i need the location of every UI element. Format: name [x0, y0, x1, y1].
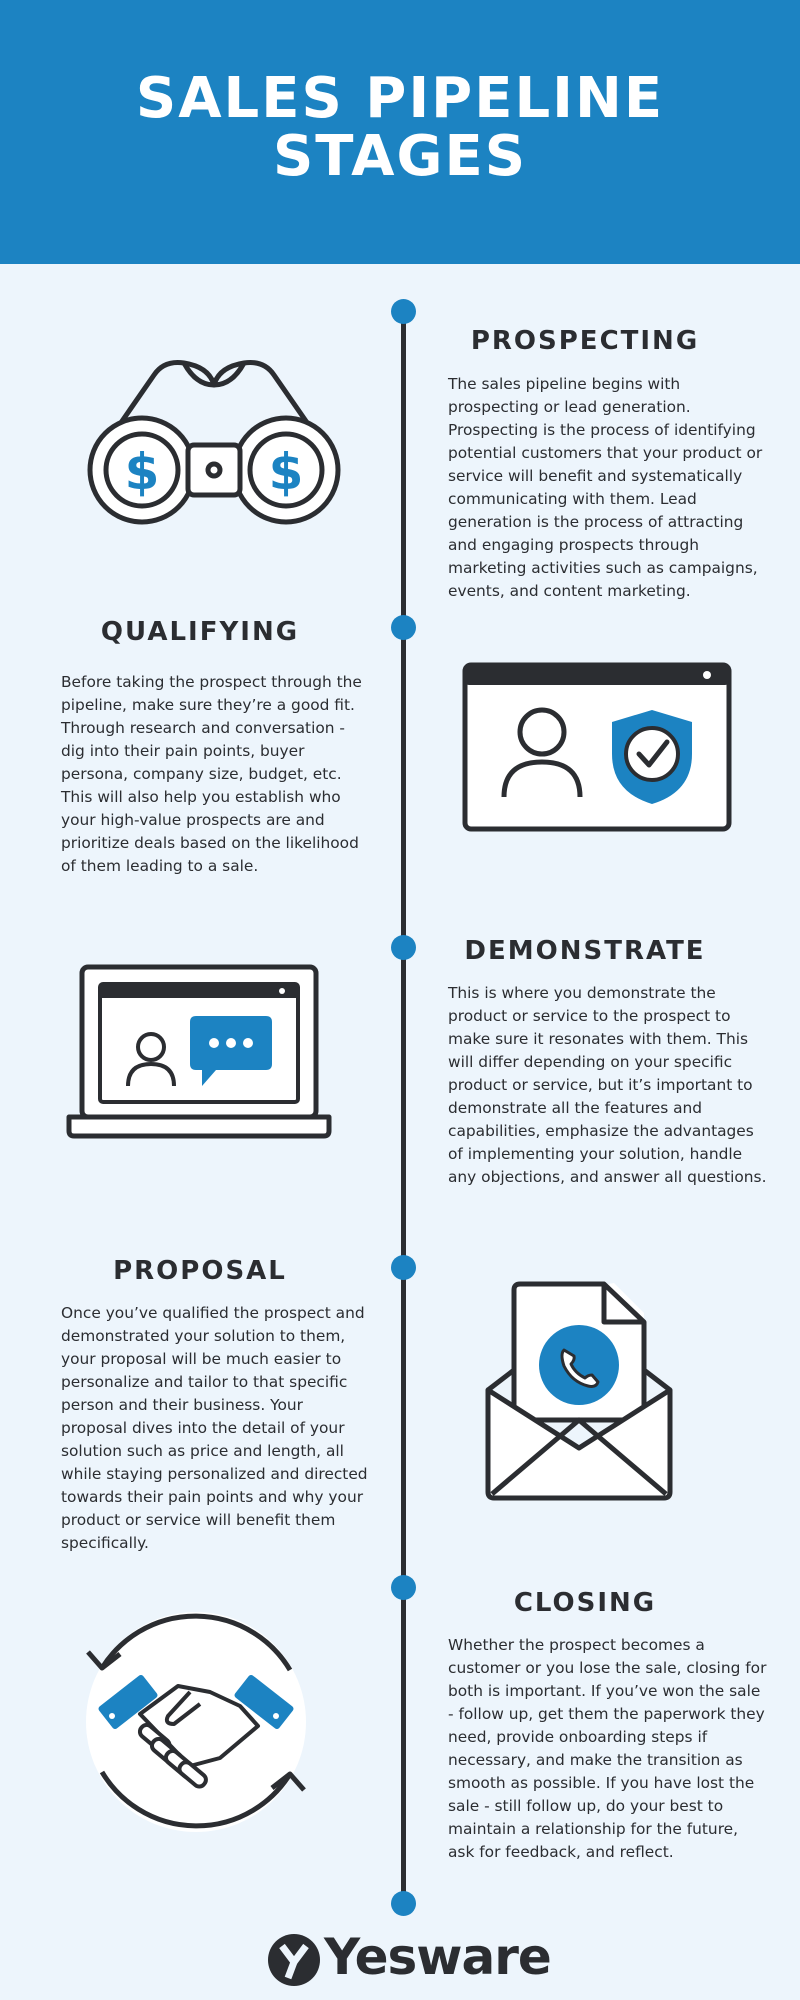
timeline-dot-end	[391, 1891, 416, 1916]
yesware-logo	[268, 1928, 551, 1988]
timeline-dot-demonstrate	[391, 935, 416, 960]
verified-user-window-icon	[462, 662, 732, 832]
timeline-dot-prospecting	[391, 299, 416, 324]
page-title	[0, 66, 800, 189]
svg-text:$: $	[124, 443, 160, 501]
stage-text-prospecting: The sales pipeline begins with prospecting or lead generation. Prospecting is the process of identifying potential customers that your product or service will benefit and systematically communicating with them. Lead generation is the process of attracting and engaging prospects through marketing activities such as campaigns, events, and content marketing.	[448, 375, 763, 600]
page-title-line-2: STAGES	[272, 124, 528, 189]
stage-text-qualifying: Before taking the prospect through the pipeline, make sure they’re a good fit. Through research and conversation - dig into their pain points, buyer persona, company size, budget, etc. This will also help you establish who your high-value prospects are and prioritize deals based on the likelihood of them leading to a sale.	[61, 673, 362, 875]
stage-title-proposal: PROPOSAL	[113, 1256, 287, 1286]
laptop-chat-icon	[66, 964, 332, 1140]
yesware-logo-text: Yesware	[324, 1928, 551, 1986]
page-title-line-1: SALES PIPELINE	[135, 66, 665, 131]
timeline-dot-qualifying	[391, 615, 416, 640]
header-banner	[0, 0, 800, 264]
stage-title-closing: CLOSING	[513, 1588, 657, 1618]
svg-text:$: $	[268, 443, 304, 501]
timeline-dot-closing	[391, 1575, 416, 1600]
stage-title-prospecting: PROSPECTING	[470, 326, 700, 356]
timeline-dot-proposal	[391, 1255, 416, 1280]
envelope-phone-icon	[484, 1280, 674, 1502]
timeline-line	[401, 310, 406, 1904]
yesware-logo-mark	[268, 1934, 320, 1986]
stage-title-demonstrate: DEMONSTRATE	[464, 936, 706, 966]
binoculars-dollar-icon	[84, 355, 344, 530]
stage-text-proposal: Once you’ve qualified the prospect and demonstrated your solution to them, your proposal will be much easier to personalize and tailor to that specific person and their business. Your proposal dives into the detail of your solution such as price and length, all while staying personalized and directed towards their pain points and why your product or service will benefit them specifically.	[61, 1304, 368, 1552]
handshake-cycle-icon	[80, 1606, 312, 1838]
stage-text-closing: Whether the prospect becomes a customer or you lose the sale, closing for both is important. If you’ve won the sale - follow up, get them the paperwork they need, provide onboarding steps if necessary, and make the transition as smooth as possible. If you have lost the sale - still follow up, do your best to maintain a relationship for the future, ask for feedback, and reflect.	[448, 1636, 767, 1861]
stage-text-demonstrate: This is where you demonstrate the product or service to the prospect to make sure it resonates with them. This will differ depending on your specific product or service, but it’s important to demonstrate all the features and capabilities, emphasize the advantages of implementing your solution, handle any objections, and answer all questions.	[448, 984, 767, 1186]
stage-title-qualifying: QUALIFYING	[100, 617, 300, 647]
